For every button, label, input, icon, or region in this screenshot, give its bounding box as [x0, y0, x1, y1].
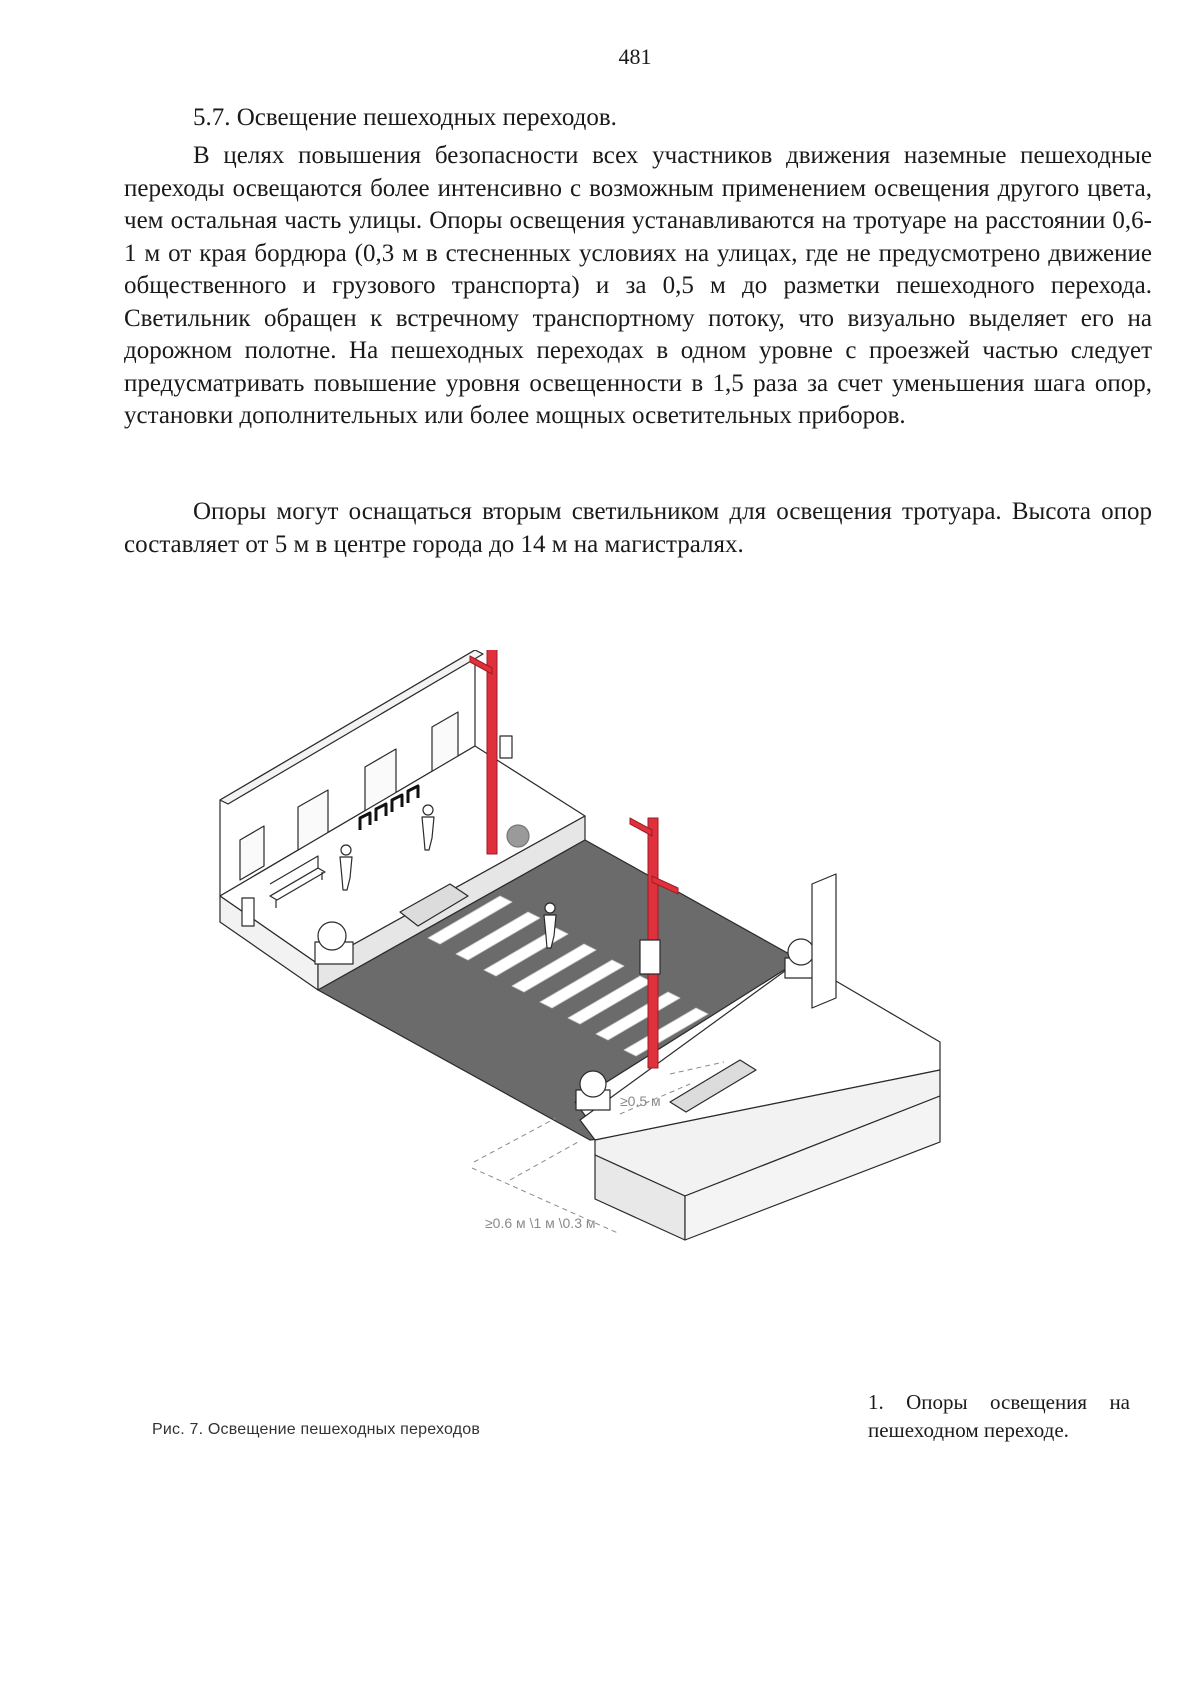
- section-heading: 5.7. Освещение пешеходных переходов.: [193, 104, 617, 131]
- trash-bin: [242, 898, 254, 926]
- planter-shrub: [318, 922, 346, 950]
- pole-sign: [640, 940, 660, 974]
- dimension-label-curb: ≥0.6 м \1 м \0.3 м: [485, 1215, 596, 1231]
- planter-shrub: [788, 939, 814, 965]
- figure-caption: Рис. 7. Освещение пешеходных переходов: [152, 1421, 481, 1438]
- dimension-label-crosswalk: ≥0.5 м: [620, 1093, 661, 1109]
- advertising-stand: [812, 874, 836, 1008]
- pole-lamp-disc: [507, 825, 529, 847]
- page-number: 481: [618, 44, 652, 69]
- body-paragraph: Опоры могут оснащаться вторым светильником для освещения тротуара. Высота опор составляет от 5 м в центре города до 14 м на магистралях.: [124, 498, 1152, 558]
- pole-sign: [500, 736, 512, 758]
- figure-legend: 1. Опоры освещения на пешеходном переходе.: [868, 1390, 1130, 1442]
- body-paragraph: В целях повышения безопасности всех участников движения наземные пешеходные переходы освещаются более интенсивно с возможным применением освещения другого цвета, чем остальная часть улицы. Опоры освещения устанавливаются на тротуаре на расстоянии 0,6-1 м от края бордюра (0,3 м в стесненных условиях на улицах, где не предусмотрено движение общественного и грузового транспорта) и за 0,5 м до разметки пешеходного перехода. Светильник обращен к встречному транспортному потоку, что визуально выделяет его на дорожном полотне. На пешеходных переходах в одном уровне с проезжей частью следует предусматривать повышение уровня освещенности в 1,5 раза за счет уменьшения шага опор, установки дополнительных или более мощных осветительных приборов.: [124, 142, 1152, 429]
- planter-shrub: [580, 1071, 606, 1097]
- crosswalk-illustration: [200, 650, 1060, 1350]
